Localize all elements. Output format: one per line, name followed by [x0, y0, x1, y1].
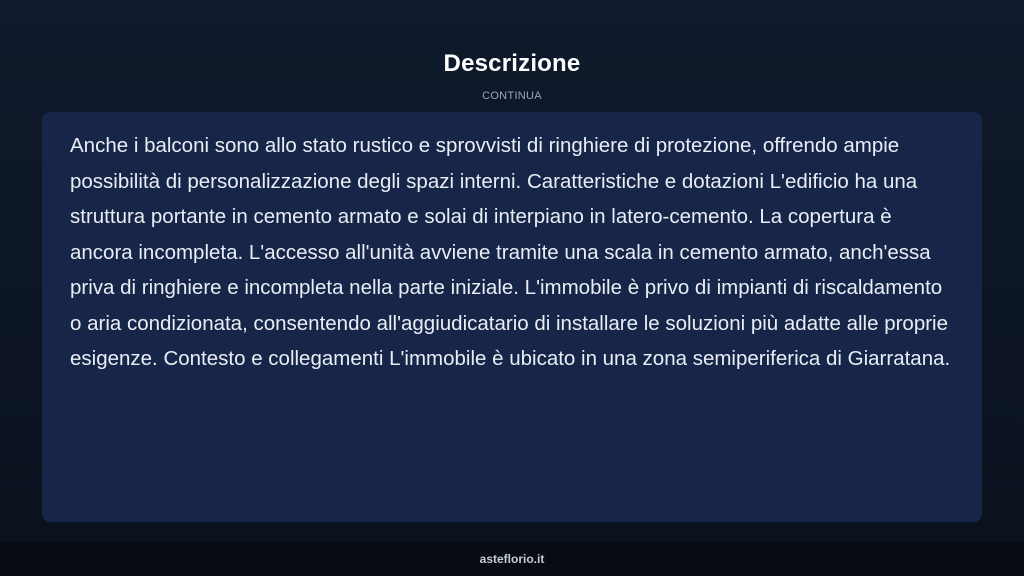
description-text: Anche i balconi sono allo stato rustico e sprovvisti di ringhiere di protezione, offrendo ampie possibilità di personalizzazione degli spazi interni. Caratteristiche e dotazioni L'edificio ha una struttura portante in cemento armato e solai di interpiano in latero-cemento. La copertura è ancora incompleta. L'accesso all'unità avviene tramite una scala in cemento armato, anch'essa priva di ringhiere e incompleta nella parte iniziale. L'immobile è privo di impianti di riscaldamento o aria condizionata, consentendo all'aggiudicatario di installare le soluzioni più adatte alle proprie esigenze. Contesto e collegamenti L'immobile è ubicato in una zona semiperiferica di Giarratana. — [70, 134, 951, 370]
page-title: Descrizione — [443, 50, 581, 77]
footer-bar — [0, 543, 1024, 576]
page-subtitle: CONTINUA — [482, 90, 542, 102]
footer-brand: asteflorio.it — [479, 552, 545, 566]
description-card — [42, 112, 982, 522]
